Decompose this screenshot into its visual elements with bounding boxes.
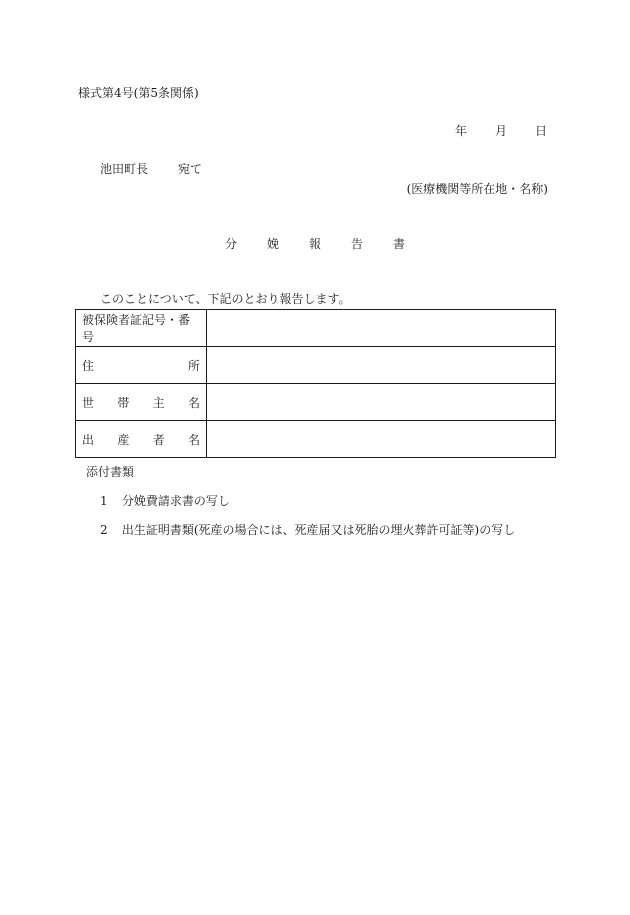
recipient [100, 160, 202, 177]
address-label-text [82, 357, 200, 374]
attachment-item [100, 521, 515, 538]
table-row [76, 347, 556, 384]
birth-person-label-text [82, 431, 200, 448]
address-label [76, 347, 207, 384]
birth-person-field[interactable] [207, 421, 556, 458]
attachment-item [100, 492, 230, 509]
label-char: 出 [82, 432, 95, 447]
recipient-suffix: 宛て [178, 162, 203, 176]
form-number: 様式第4号(第5条関係) [78, 86, 199, 100]
label-char: 名 [187, 395, 200, 410]
householder-label-text [82, 394, 200, 411]
label-char: 名 [187, 432, 200, 447]
label-char: 産 [117, 432, 130, 447]
date-line [455, 122, 547, 139]
attachment-text: 出生証明書類(死産の場合には、死産届又は死胎の埋火葬許可証等)の写し [121, 523, 516, 537]
date-day: 日 [535, 124, 548, 138]
table-row [76, 421, 556, 458]
institution-note: (医療機関等所在地・名称) [406, 182, 548, 196]
address-field[interactable] [207, 347, 556, 384]
householder-label [76, 384, 207, 421]
recipient-name: 池田町長 [100, 162, 149, 176]
insurance-number-field[interactable] [207, 310, 556, 347]
label-char: 帯 [117, 395, 130, 410]
label-char: 世 [82, 395, 95, 410]
birth-person-label [76, 421, 207, 458]
date-year: 年 [455, 124, 468, 138]
attachment-number: 1 [100, 494, 108, 508]
label-char: 者 [152, 432, 165, 447]
label-char: 所 [187, 358, 200, 373]
intro-text: このことについて、下記のとおり報告します。 [100, 292, 351, 306]
attachment-text: 分娩費請求書の写し [121, 494, 230, 508]
insurance-number-label: 被保険者証記号・番号 [76, 310, 207, 347]
document-title: 分娩報告書 [224, 237, 435, 251]
table-row [76, 310, 556, 347]
label-char: 住 [82, 358, 95, 373]
info-table [75, 309, 556, 458]
table-row [76, 384, 556, 421]
attachment-number: 2 [100, 523, 108, 537]
householder-field[interactable] [207, 384, 556, 421]
date-month: 月 [495, 124, 508, 138]
attachments-heading: 添付書類 [86, 465, 135, 479]
label-char: 主 [152, 395, 165, 410]
